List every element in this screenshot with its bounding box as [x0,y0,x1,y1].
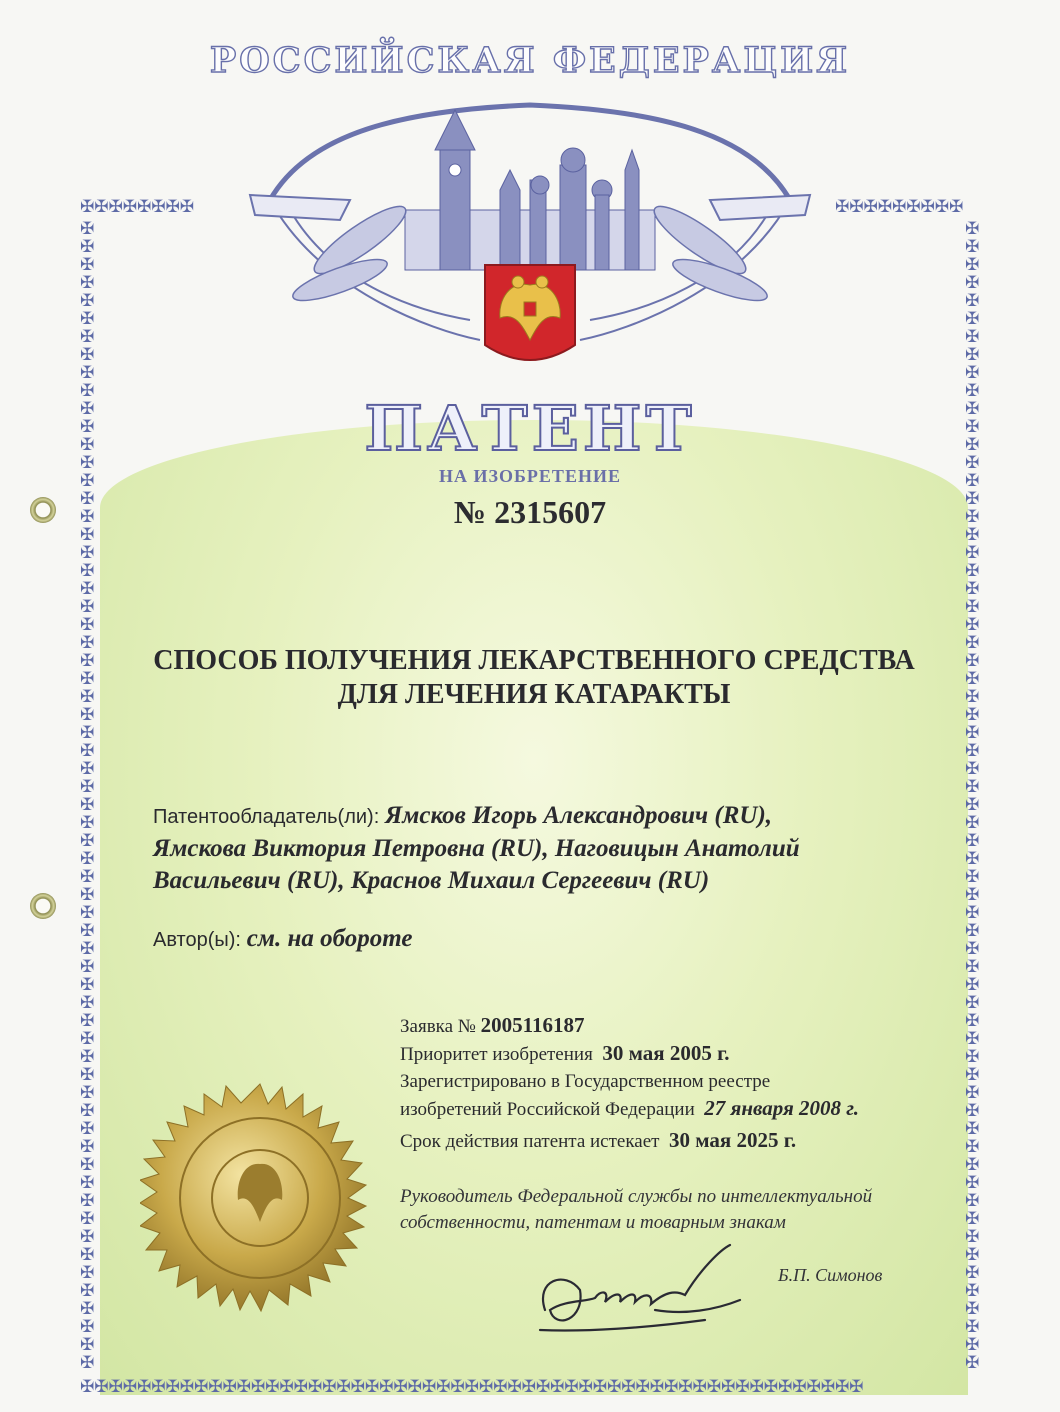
frame-top-left: ✠✠✠✠✠✠✠✠ [80,198,194,217]
application-label: Заявка № [400,1016,476,1037]
expiry-label: Срок действия патента истекает [400,1131,660,1152]
author-label: Автор(ы): [153,929,241,951]
application-number: 2005116187 [480,1013,585,1037]
holders-line-2: Ямскова Виктория Петровна (RU), Наговицын Анатолий [153,835,800,862]
patent-subtitle: НА ИЗОБРЕТЕНИЕ [439,466,621,486]
binding-grommet-bottom [30,893,56,919]
invention-title-line-2: ДЛЯ ЛЕЧЕНИЯ КАТАРАКТЫ [337,679,731,710]
registered-line-2: изобретений Российской Федерации [400,1099,695,1120]
invention-title-line-1: СПОСОБ ПОЛУЧЕНИЯ ЛЕКАРСТВЕННОГО СРЕДСТВА [153,645,915,676]
author-value: см. на обороте [246,925,413,952]
coat-of-arms-icon [485,265,575,360]
priority-date: 30 мая 2005 г. [602,1041,730,1065]
official-title [400,1184,960,1236]
holders-line-1: Ямсков Игорь Александрович (RU), [385,802,773,829]
patent-holders [153,800,943,897]
official-title-line-1: Руководитель Федеральной службы по интеллектуальной [400,1186,873,1207]
registered-line-1: Зарегистрировано в Государственном реестре [400,1071,771,1092]
kremlin-emblem [230,90,830,390]
authors [153,925,412,953]
signature [525,1240,755,1340]
binding-grommet-top [30,497,56,523]
expiry-date: 30 мая 2025 г. [668,1128,797,1152]
frame-right: ✠✠✠✠✠✠✠✠✠✠✠✠✠✠✠✠✠✠✠✠✠✠✠✠✠✠✠✠✠✠✠✠✠✠✠✠✠✠✠✠✠✠✠✠✠✠✠✠✠✠✠✠✠✠✠✠✠✠✠✠✠✠✠✠ [965,220,980,1373]
gold-seal [140,1082,380,1322]
holders-line-3: Васильевич (RU), Краснов Михаил Сергеевич (RU) [153,867,710,894]
priority-label: Приоритет изобретения [400,1044,593,1065]
official-title-line-2: собственности, патентам и товарным знакам [400,1212,786,1233]
application-details [400,1012,960,1155]
frame-bottom: ✠✠✠✠✠✠✠✠✠✠✠✠✠✠✠✠✠✠✠✠✠✠✠✠✠✠✠✠✠✠✠✠✠✠✠✠✠✠✠✠✠✠✠✠✠✠✠✠✠✠✠✠✠✠✠ [80,1378,864,1397]
official-name: Б.П. Симонов [778,1265,883,1285]
invention-title [100,644,968,712]
frame-top-right: ✠✠✠✠✠✠✠✠✠ [835,198,964,217]
country-header: РОССИЙСКАЯ ФЕДЕРАЦИЯ [209,40,851,81]
frame-left: ✠✠✠✠✠✠✠✠✠✠✠✠✠✠✠✠✠✠✠✠✠✠✠✠✠✠✠✠✠✠✠✠✠✠✠✠✠✠✠✠✠✠✠✠✠✠✠✠✠✠✠✠✠✠✠✠✠✠✠✠✠✠✠✠ [80,220,95,1373]
holders-label: Патентообладатель(ли): [153,806,380,828]
patent-number: № 2315607 [453,494,607,530]
registered-date: 27 января 2008 г. [704,1096,860,1120]
patent-title: ПАТЕНТ [364,392,696,465]
